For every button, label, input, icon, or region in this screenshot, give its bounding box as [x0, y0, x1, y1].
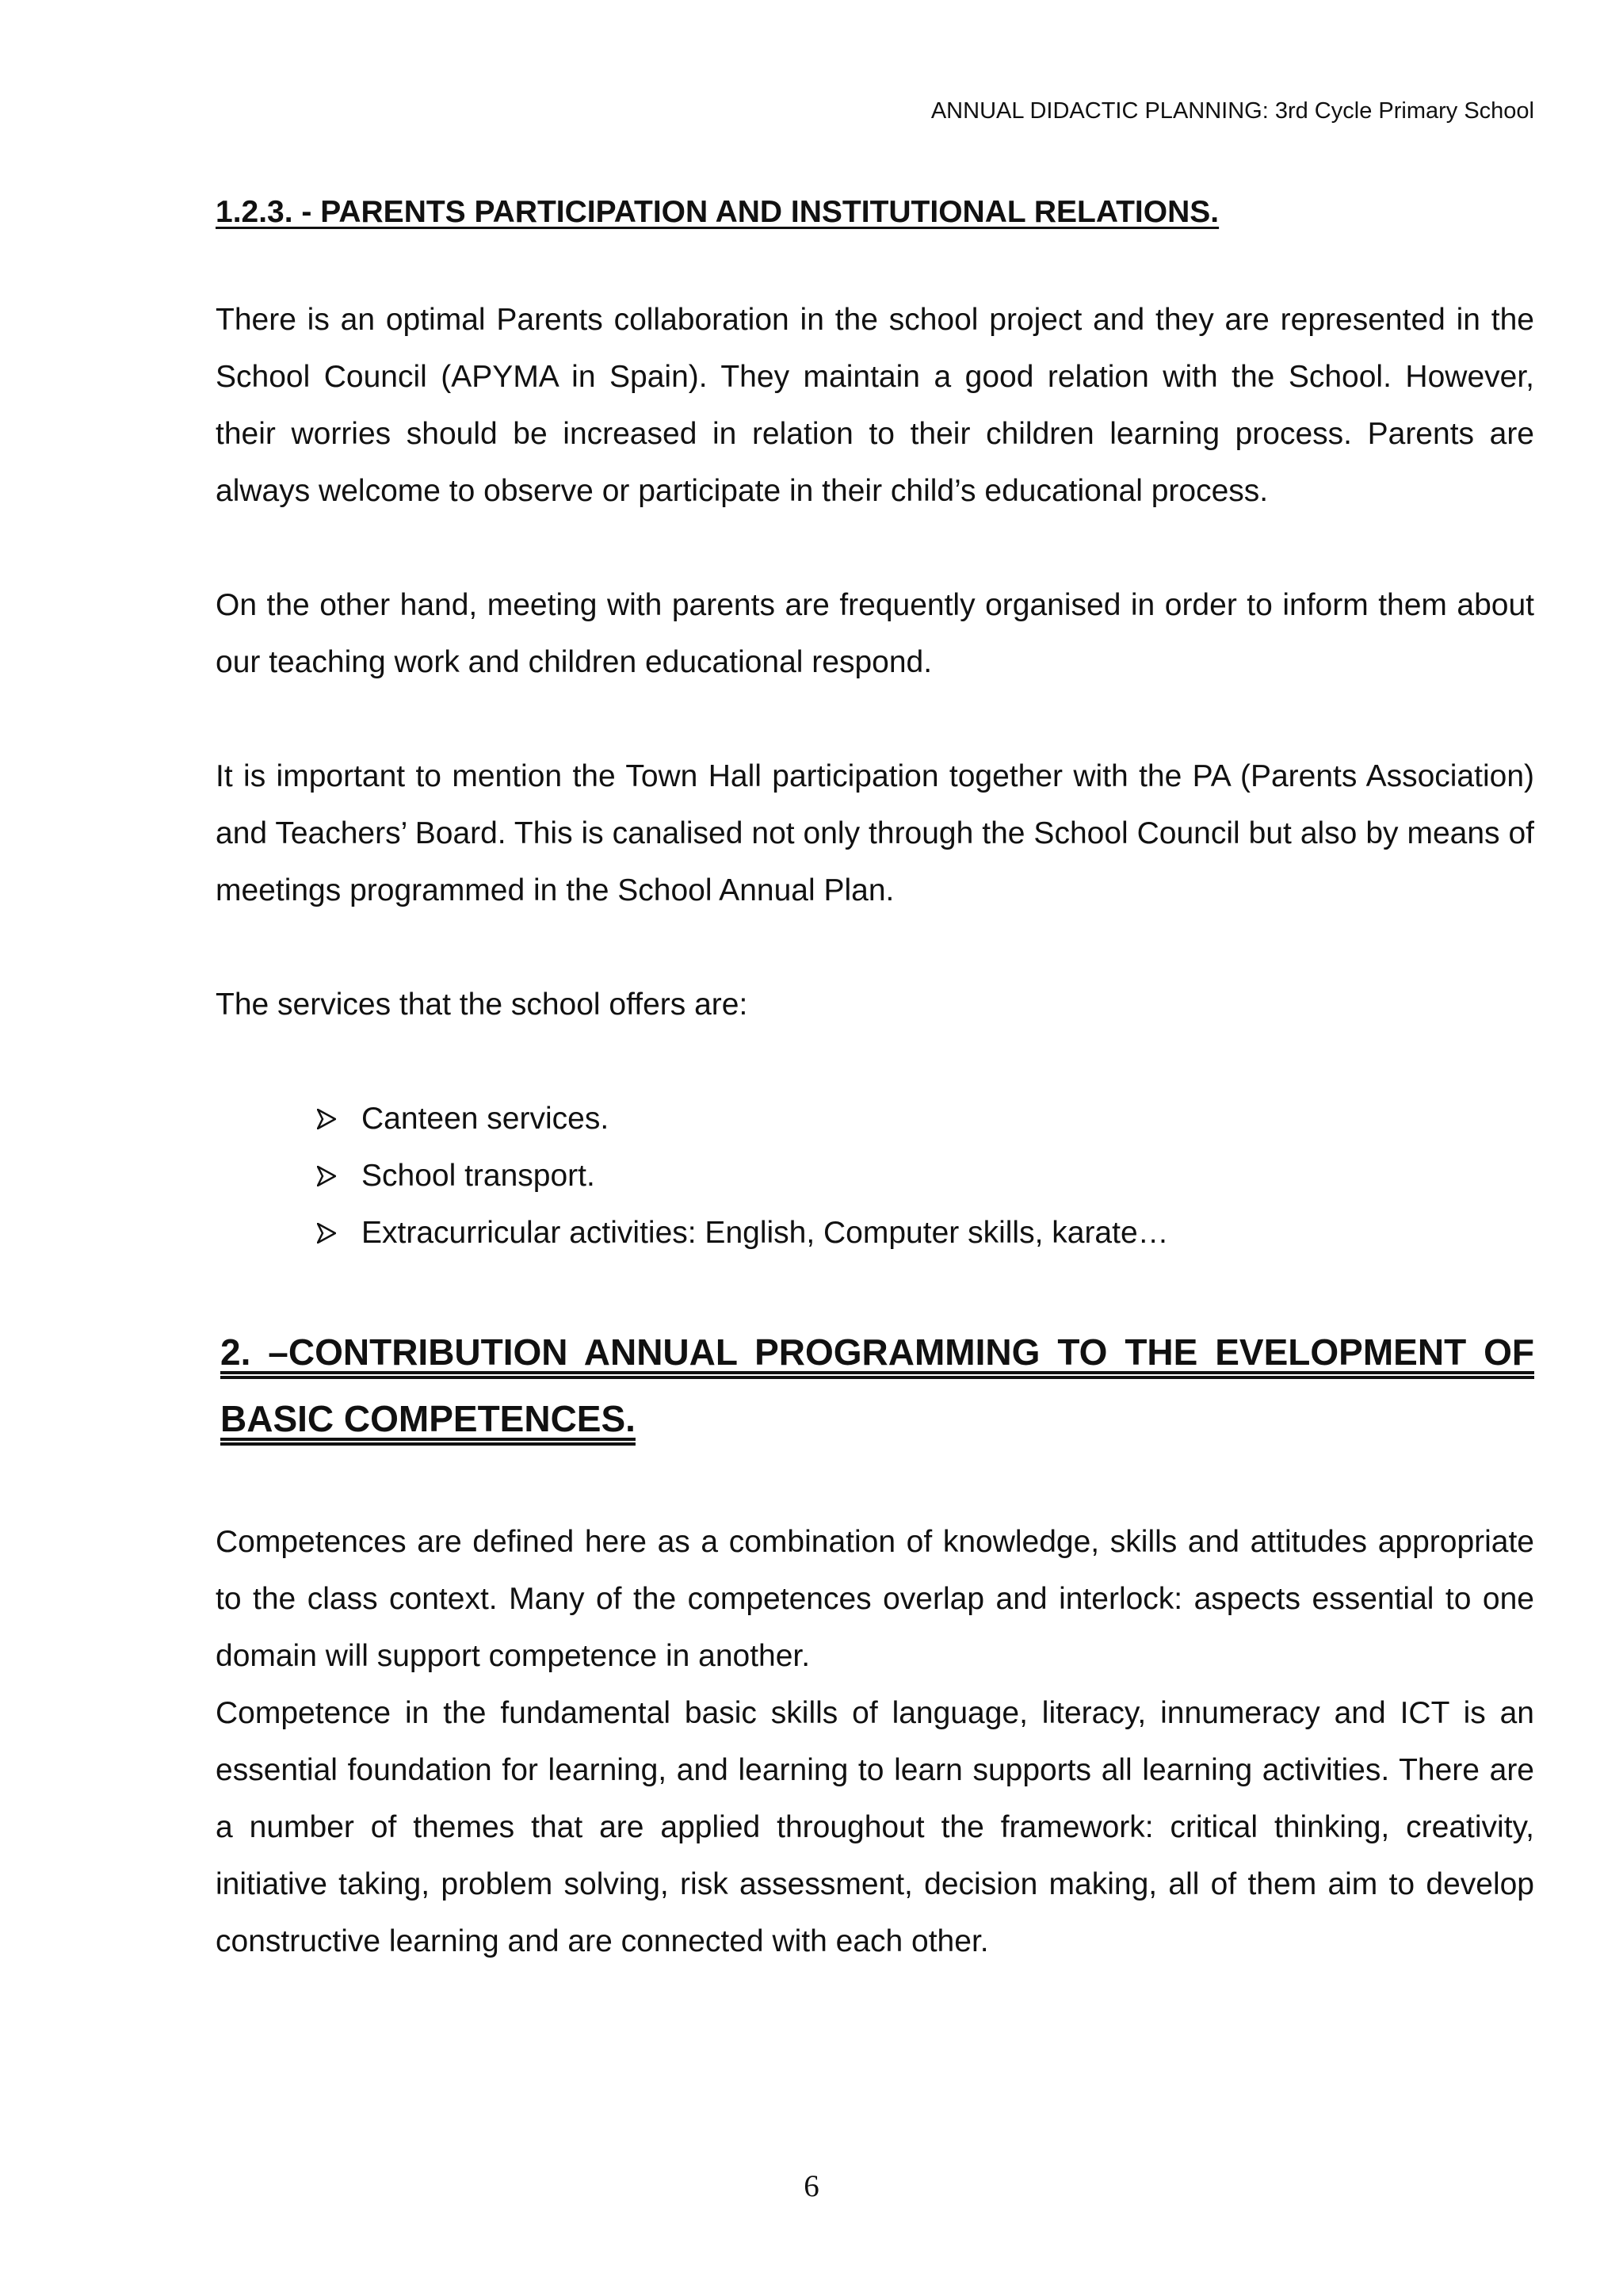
paragraph-competences-definition: Competences are defined here as a combination of knowledge, skills and attitudes appropriate to the class context. Many of the competences overlap and interlock: aspects essential to one domain will support competence in another. [216, 1525, 1534, 1673]
paragraph-town-hall: It is important to mention the Town Hall participation together with the PA (Parents Association) and Teachers’ Board. This is canalised not only through the School Council but also by means of meetings programmed in the School Annual Plan. [216, 759, 1534, 907]
list-item [317, 1148, 1534, 1205]
running-header: ANNUAL DIDACTIC PLANNING: 3rd Cycle Primary School [930, 98, 1534, 124]
paragraph-parents-collaboration: There is an optimal Parents collaboration in the school project and they are represented in the School Council (APYMA in Spain). They maintain a good relation with the School. However, their worries should be increased in relation to their children learning process. Parents are always welcome to observe or participate in their child’s educational process. [216, 303, 1534, 508]
paragraph-competences-skills: Competence in the fundamental basic skills of language, literacy, innumeracy and ICT is an essential foundation for learning, and learning to learn supports all learning activities. There are a number of themes that are applied throughout the framework: critical thinking, creativity, initiative taking, problem solving, risk assessment, decision making, all of them aim to develop constructive learning and are connected with each other. [216, 1696, 1534, 1958]
page-number: 6 [804, 2169, 819, 2203]
arrowhead-bullet-icon [317, 1166, 361, 1186]
services-list [216, 1091, 1534, 1262]
arrowhead-bullet-icon [317, 1109, 361, 1129]
service-text: Canteen services. [361, 1102, 609, 1136]
arrowhead-bullet-icon [317, 1223, 361, 1244]
service-text: Extracurricular activities: English, Computer skills, karate… [361, 1216, 1169, 1250]
chapter-heading: 2. –CONTRIBUTION ANNUAL PROGRAMMING TO THE EVELOPMENT OF BASIC COMPETENCES. [220, 1331, 1534, 1439]
section-heading: 1.2.3. - PARENTS PARTICIPATION AND INSTITUTIONAL RELATIONS. [216, 195, 1220, 229]
page-content [216, 190, 1534, 2027]
paragraph-parent-meetings: On the other hand, meeting with parents are frequently organised in order to inform them about our teaching work and children educational respond. [216, 588, 1534, 679]
paragraph-services-intro: The services that the school offers are: [216, 988, 748, 1022]
list-item [317, 1205, 1534, 1262]
service-text: School transport. [361, 1159, 595, 1193]
list-item [317, 1091, 1534, 1148]
